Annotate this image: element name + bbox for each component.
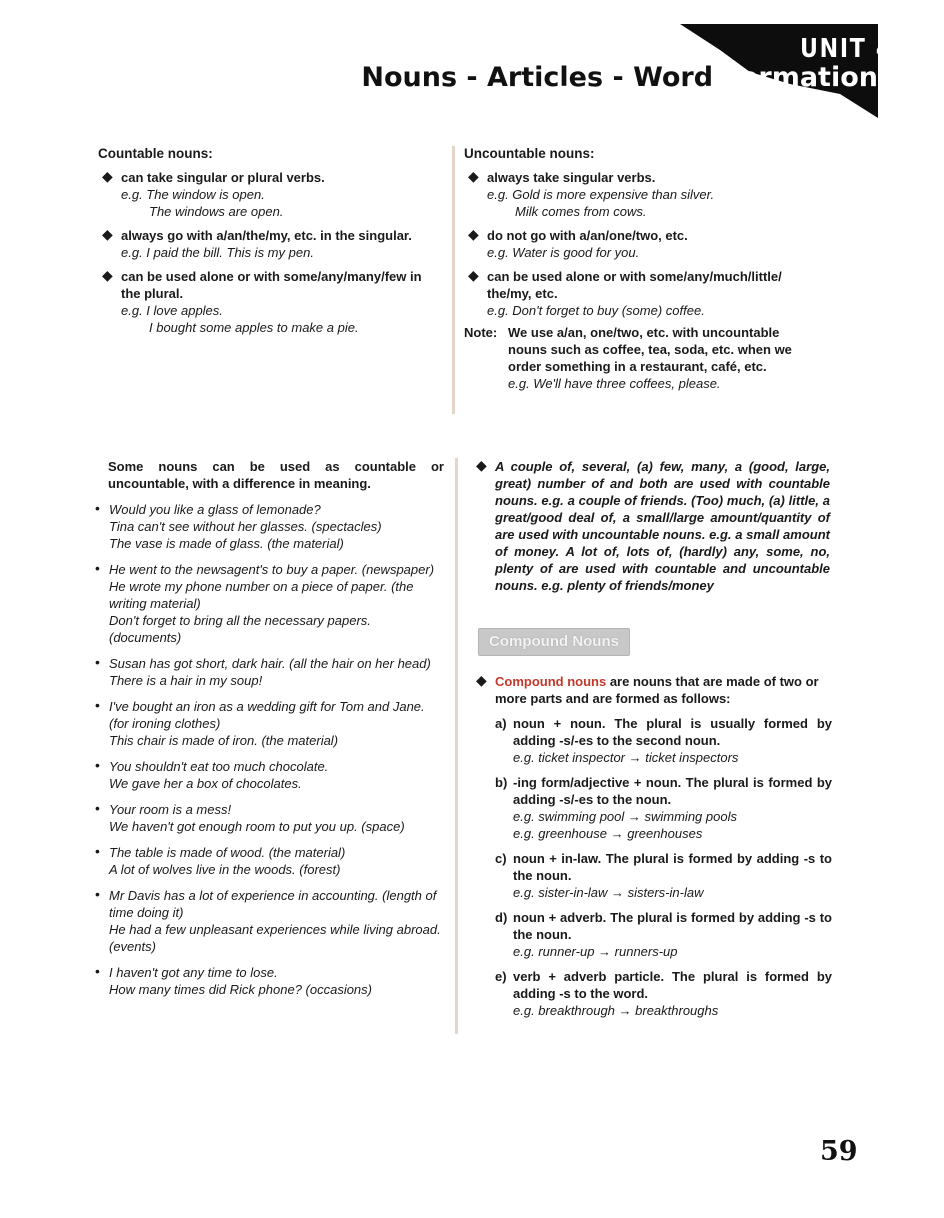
compound-rule: e) verb + adverb particle. The plural is formed by adding -s to the word. e.g. breakthrough → breakthroughs bbox=[495, 969, 832, 1018]
example-line: e.g. swimming pool → swimming pools bbox=[513, 809, 737, 824]
example-sentence: You shouldn't eat too much chocolate. bbox=[109, 759, 329, 774]
difference-list bbox=[92, 501, 444, 998]
compound-nouns-heading: Compound Nouns bbox=[478, 628, 630, 656]
example-sentence: The vase is made of glass. (the material) bbox=[109, 536, 344, 551]
unit-label: UNIT 4 bbox=[800, 34, 894, 64]
difference-item bbox=[92, 655, 444, 689]
example-line: e.g. Gold is more expensive than silver. bbox=[487, 187, 715, 202]
countable-section bbox=[98, 145, 444, 336]
difference-item bbox=[92, 561, 444, 646]
example-line: I bought some apples to make a pie. bbox=[149, 320, 359, 335]
compound-rule: b) -ing form/adjective + noun. The plural is formed by adding -s/-es to the noun. e.g. swimming pool → swimming pools e.g. greenhouse → greenhouses bbox=[495, 775, 832, 841]
uncountable-section bbox=[464, 145, 818, 392]
example-sentence: There is a hair in my soup! bbox=[109, 673, 263, 688]
example-line: e.g. We'll have three coffees, please. bbox=[508, 376, 721, 391]
page-number: 59 bbox=[820, 1136, 858, 1167]
uncountable-rule-2: ◆ do not go with a/an/one/two, etc. bbox=[468, 226, 688, 243]
difference-intro: Some nouns can be used as countable or uncountable, with a difference in meaning. bbox=[108, 459, 444, 491]
example-line: e.g. The window is open. bbox=[121, 187, 265, 202]
example-line: e.g. Water is good for you. bbox=[487, 245, 640, 260]
example-line: e.g. breakthrough → breakthroughs bbox=[513, 1003, 719, 1018]
example-sentence: We gave her a box of chocolates. bbox=[109, 776, 302, 791]
example-line: e.g. sister-in-law → sisters-in-law bbox=[513, 885, 704, 900]
countable-rule-1: ◆ can take singular or plural verbs. bbox=[102, 168, 325, 185]
bullet-dot-icon: • bbox=[95, 560, 100, 576]
example-sentence: Don't forget to bring all the necessary papers. (documents) bbox=[109, 613, 371, 645]
example-sentence: Would you like a glass of lemonade? bbox=[109, 502, 321, 517]
bullet-dot-icon: • bbox=[95, 886, 100, 902]
quantifiers-text: A couple of, several, (a) few, many, a (good, large, great) number of and both are used with countable nouns. e.g. a couple of friends. (Too) much, (a) little, a great/good deal of, a small/large amount/quantity of are used with uncountable nouns. e.g. a small amount of money. A lot of, lots of, (hardly) any, some, no, plenty of are used with countable and uncountable nouns. e.g. plenty of friends/money bbox=[495, 459, 830, 593]
uncountable-rule-3: ◆ can be used alone or with some/any/much/little/ the/my, etc. bbox=[468, 267, 782, 301]
example-sentence: Your room is a mess! bbox=[109, 802, 232, 817]
bullet-dot-icon: • bbox=[95, 800, 100, 816]
difference-item bbox=[92, 801, 444, 835]
bullet-dot-icon: • bbox=[95, 500, 100, 516]
compound-rule: a) noun + noun. The plural is usually formed by adding -s/-es to the second noun. e.g. ticket inspector → ticket inspectors bbox=[495, 716, 832, 765]
example-line: e.g. ticket inspector → ticket inspectors bbox=[513, 750, 739, 765]
example-sentence: He went to the newsagent's to buy a paper. (newspaper) bbox=[109, 562, 435, 577]
difference-item bbox=[92, 758, 444, 792]
compound-list bbox=[472, 715, 832, 1019]
example-sentence: A lot of wolves live in the woods. (forest) bbox=[109, 862, 341, 877]
countable-rule-2: ◆ always go with a/an/the/my, etc. in the singular. bbox=[102, 226, 412, 243]
compound-term: Compound nouns bbox=[495, 674, 607, 689]
bullet-dot-icon: • bbox=[95, 757, 100, 773]
example-sentence: Tina can't see without her glasses. (spectacles) bbox=[109, 519, 382, 534]
example-line: e.g. Don't forget to buy (some) coffee. bbox=[487, 303, 705, 318]
countable-rule-3: ◆ can be used alone or with some/any/many/few in the plural. bbox=[102, 267, 422, 301]
column-divider-top bbox=[452, 146, 455, 414]
compound-rule: d) noun + adverb. The plural is formed by adding -s to the noun. e.g. runner-up → runners-up bbox=[495, 910, 832, 959]
example-sentence: This chair is made of iron. (the material) bbox=[109, 733, 339, 748]
example-sentence: He had a few unpleasant experiences while living abroad. (events) bbox=[109, 922, 441, 954]
example-line: e.g. I paid the bill. This is my pen. bbox=[121, 245, 314, 260]
bullet-dot-icon: • bbox=[95, 697, 100, 713]
example-line: e.g. I love apples. bbox=[121, 303, 223, 318]
uncountable-rule-1: ◆ always take singular verbs. bbox=[468, 168, 656, 185]
example-sentence: I've bought an iron as a wedding gift for Tom and Jane. (for ironing clothes) bbox=[109, 699, 425, 731]
meaning-difference-section bbox=[92, 458, 444, 998]
difference-item bbox=[92, 501, 444, 552]
example-sentence: We haven't got enough room to put you up. (space) bbox=[109, 819, 405, 834]
countable-heading: Countable nouns: bbox=[98, 146, 213, 161]
difference-item bbox=[92, 698, 444, 749]
difference-item bbox=[92, 887, 444, 955]
example-line: e.g. greenhouse → greenhouses bbox=[513, 826, 703, 841]
compound-rule: c) noun + in-law. The plural is formed by adding -s to the noun. e.g. sister-in-law → sisters-in-law bbox=[495, 851, 832, 900]
example-line: Milk comes from cows. bbox=[515, 204, 647, 219]
bullet-dot-icon: • bbox=[95, 963, 100, 979]
uncountable-heading: Uncountable nouns: bbox=[464, 146, 595, 161]
bullet-dot-icon: • bbox=[95, 654, 100, 670]
compound-section: ◆ Compound nouns are nouns that are made of two or more parts and are formed as follows: a) noun + noun. The plural is usually formed by adding -s/-es to the second noun. e.g. ticket inspector → ticket inspectors b) -ing form/adjective + noun. The plural is formed by adding -s/-es to the noun. e.g. swimming pool → swimming pools e.g. greenhouse → greenhouses c) noun + in-law. The plural is formed by adding -s to the noun. e.g. sister-in-law → sisters-in-law d) noun + adverb. The plural is formed by adding -s to the noun. e.g. runner-up → runners-up e) verb + adverb particle. The plural is formed by adding -s to the word. e.g. breakthrough → breakthroughs bbox=[472, 673, 832, 1019]
example-sentence: He wrote my phone number on a piece of paper. (the writing material) bbox=[109, 579, 414, 611]
example-sentence: Susan has got short, dark hair. (all the hair on her head) bbox=[109, 656, 431, 671]
example-line: The windows are open. bbox=[149, 204, 284, 219]
example-sentence: The table is made of wood. (the material) bbox=[109, 845, 346, 860]
example-line: e.g. runner-up → runners-up bbox=[513, 944, 678, 959]
difference-item bbox=[92, 964, 444, 998]
example-sentence: How many times did Rick phone? (occasions) bbox=[109, 982, 372, 997]
example-sentence: Mr Davis has a lot of experience in accounting. (length of time doing it) bbox=[109, 888, 437, 920]
example-sentence: I haven't got any time to lose. bbox=[109, 965, 278, 980]
bullet-dot-icon: • bbox=[95, 843, 100, 859]
difference-item bbox=[92, 844, 444, 878]
uncountable-note: Note: We use a/an, one/two, etc. with uncountable nouns such as coffee, tea, soda, etc. when we order something in a restaurant, café, etc. e.g. We'll have three coffees, please. bbox=[464, 324, 818, 392]
column-divider-bottom bbox=[455, 458, 458, 1034]
quantifiers-section: ◆ A couple of, several, (a) few, many, a (good, large, great) number of and both are used with countable nouns. e.g. a couple of friends. (Too) much, (a) little, a great/good deal of, a small/large amount/quantity of are used with uncountable nouns. e.g. a small amount of money. A lot of, lots of, (hardly) any, some, no, plenty of are used with countable and uncountable nouns. e.g. plenty of friends/money bbox=[476, 457, 830, 593]
page-title: Nouns - Articles - Word Formation bbox=[361, 62, 878, 93]
